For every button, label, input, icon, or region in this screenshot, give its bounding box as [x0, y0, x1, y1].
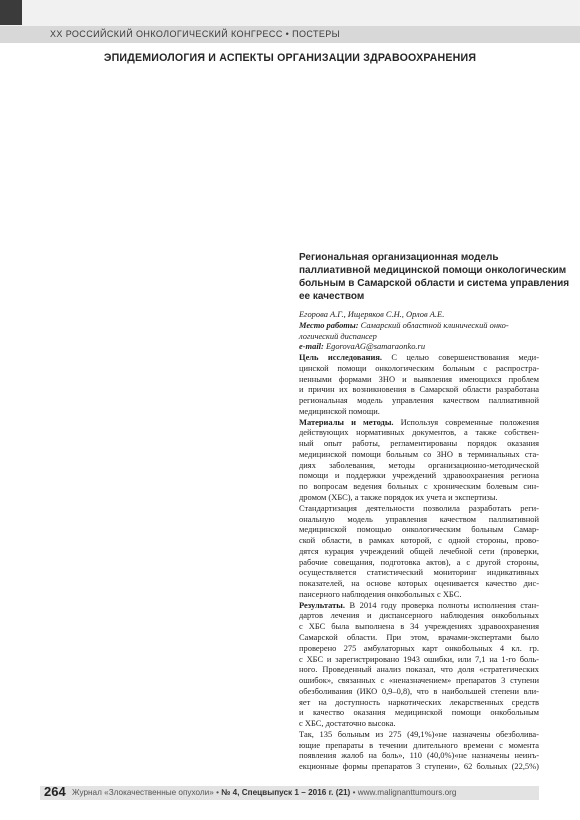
body-line: Стандартизация деятельности позволила разработать реги- [299, 502, 539, 513]
body-line-last: медицинской помощи. [299, 405, 380, 416]
results-first-line [299, 600, 539, 611]
workplace-value: Самарский областной клинический онко- [358, 319, 509, 330]
aim-label: Цель исследования. [299, 352, 383, 363]
section-title: ЭПИДЕМИОЛОГИЯ И АСПЕКТЫ ОРГАНИЗАЦИИ ЗДРАВООХРАНЕНИЯ [103, 52, 477, 64]
article-title-line: паллиативной медицинской помощи онкологическим [299, 265, 567, 276]
authors: Егорова А.Г., Ищеряков С.Н., Орлов А.Е. [299, 309, 445, 319]
journal-website: • www.malignanttumours.org [352, 788, 457, 797]
body-line-last: дромом (ХБС), а также порядок их учета и экспертизы. [299, 492, 498, 503]
corner-tab [0, 0, 22, 25]
body-line: региональная модель управления качеством паллиативной [299, 395, 539, 406]
body-line: ской области, в рамках которой, с одной стороны, прово- [299, 535, 539, 546]
body-line: дятся курация учреждений общей лечебной сети (проверки, [299, 545, 539, 556]
body-line: цинской помощи онкологическим больным с распростра- [299, 362, 539, 373]
body-line: и причин их возникновения в Самарской области разработана [299, 384, 539, 395]
body-line: помощи и поддержки учреждений здравоохранения региона [299, 470, 539, 481]
body-line: с ХБС была выполнена в 34 учреждениях здравоохранения [299, 621, 539, 632]
article-title-line: Региональная организационная модель [299, 252, 499, 263]
body-line: и качество оказания медицинской помощи онкобольным [299, 707, 539, 718]
article-title-line: больным в Самарской области и система управления [299, 278, 570, 289]
body-line-last: пансерного наблюдения онкобольных с ХБС. [299, 588, 462, 599]
article-title-line: ее качеством [299, 291, 365, 302]
aim-first-line [299, 352, 539, 363]
body-line: екционные формы препаратов 3 ступени», 62 больных (22,5%) [299, 761, 539, 772]
body-line: осуществляется статистический мониторинг индикативных [299, 567, 539, 578]
body-line-last: с ХБС, достаточно высока. [299, 718, 396, 729]
body-line: проверено 275 амбулаторных карт онкобольных 4 кл. гр. [299, 642, 539, 653]
body-line: дартов лечения и диспансерного наблюдения онкобольных [299, 610, 539, 621]
methods-label: Материалы и методы. [299, 416, 394, 427]
aim-text: С целью совершенствования меди- [382, 352, 539, 363]
email-label: e-mail: [299, 341, 324, 352]
results-label: Результаты. [299, 599, 345, 610]
body-line: ного. Проведенный анализ показал, что доля «стратегических [299, 664, 539, 675]
body-line: ный опыт работы, регламентированы порядок оказания [299, 438, 539, 449]
journal-name: Журнал «Злокачественные опухоли» • [72, 788, 219, 797]
body-line: действующих нормативных документов, а также собствен- [299, 427, 539, 438]
body-line: Так, 135 больным из 275 (49,1%)«не назначены обезболива- [299, 728, 539, 739]
body-line: Самарской области. При этом, врачами-экспертами было [299, 631, 539, 642]
workplace [299, 320, 539, 331]
body-line: ошибок», связанных с «неназначением» препаратов 3 ступени [299, 675, 539, 686]
journal-footer [72, 788, 456, 797]
body-line: ональную модель управления качеством паллиативной [299, 513, 539, 524]
methods-text: Используя современные положения [393, 416, 539, 427]
results-text: В 2014 году проверка полноты исполнения стан- [344, 599, 539, 610]
body-line: появления жалоб на боль», 110 (40,0%)«не назначены неинъ- [299, 750, 539, 761]
body-line: обезболивания (ИКО 0,9–0,8), что в наибольшей степени вли- [299, 685, 539, 696]
journal-issue: № 4, Спецвыпуск 1 – 2016 г. (21) [221, 788, 351, 797]
page-number: 264 [44, 784, 66, 799]
article-body [299, 309, 539, 772]
body-line: ющие препараты в течении длительного времени с момента [299, 739, 539, 750]
body-line: по вопросам ведения больных с хроническим болевым син- [299, 481, 539, 492]
body-line: яет на доступность наркотических лекарственных средств [299, 696, 539, 707]
workplace-value-cont: логический диспансер [299, 330, 377, 341]
body-line: медицинской помощи больным со ЗНО в терминальных ста- [299, 448, 539, 459]
body-line: показателей, на основе которых оценивается качество дис- [299, 578, 539, 589]
conference-header [0, 26, 580, 43]
workplace-label: Место работы: [299, 319, 359, 330]
body-line: с ХБС и зарегистрировано 1943 ошибки, или 7,1 на 1-го боль- [299, 653, 539, 664]
top-strip [0, 0, 580, 26]
body-line: ненными формами ЗНО и выявления имеющихся проблем [299, 373, 539, 384]
body-line: рабочие совещания, подготовка актов), а с другой стороны, [299, 556, 539, 567]
conference-title: XX РОССИЙСКИЙ ОНКОЛОГИЧЕСКИЙ КОНГРЕСС • ПОСТЕРЫ [50, 29, 341, 39]
body-line: медицинской помощью онкологическим больным Самар- [299, 524, 539, 535]
email [299, 341, 539, 352]
methods-first-line [299, 417, 539, 428]
email-value: EgorovaAG@samaraonko.ru [323, 341, 426, 352]
body-line: диях заболевания, методы организационно-методической [299, 459, 539, 470]
article-title [299, 251, 570, 303]
